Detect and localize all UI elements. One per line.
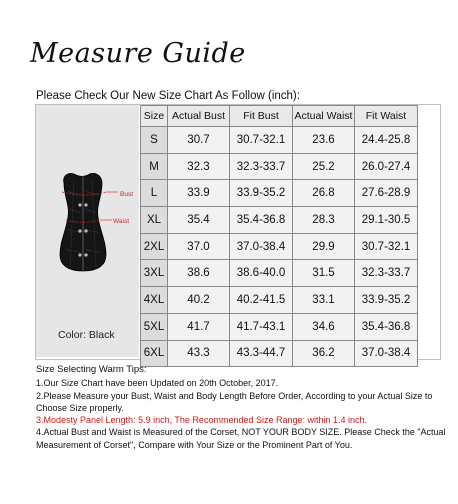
fit-bust-cell: 32.3-33.7 — [230, 153, 293, 180]
column-header-actual-waist: Actual Waist — [293, 106, 355, 127]
size-cell: 6XL — [141, 340, 168, 367]
page-title: Measure Guide — [30, 38, 246, 69]
actual-bust-cell: 32.3 — [168, 153, 230, 180]
fit-waist-cell: 35.4-36.8 — [355, 313, 418, 340]
actual-bust-cell: 33.9 — [168, 180, 230, 207]
actual-bust-cell: 41.7 — [168, 313, 230, 340]
size-cell: L — [141, 180, 168, 207]
fit-waist-cell: 24.4-25.8 — [355, 127, 418, 154]
fit-bust-cell: 33.9-35.2 — [230, 180, 293, 207]
size-cell: XL — [141, 207, 168, 234]
actual-bust-cell: 35.4 — [168, 207, 230, 234]
color-label: Color: Black — [58, 329, 115, 341]
actual-waist-cell: 23.6 — [293, 127, 355, 154]
table-row — [141, 233, 418, 260]
column-header-actual-bust: Actual Bust — [168, 106, 230, 127]
column-header-fit-bust: Fit Bust — [230, 106, 293, 127]
product-image-panel — [36, 105, 139, 357]
tip-item-highlight: 3.Modesty Panel Length: 5.9 inch, The Recommended Size Range: within 1.4 inch. — [36, 415, 368, 426]
table-row — [141, 127, 418, 154]
actual-waist-cell: 36.2 — [293, 340, 355, 367]
actual-bust-cell: 37.0 — [168, 233, 230, 260]
bust-marker-label: Bust — [120, 191, 134, 198]
table-row — [141, 313, 418, 340]
fit-bust-cell: 35.4-36.8 — [230, 207, 293, 234]
actual-bust-cell: 38.6 — [168, 260, 230, 287]
actual-waist-cell: 29.9 — [293, 233, 355, 260]
actual-waist-cell: 31.5 — [293, 260, 355, 287]
actual-waist-cell: 28.3 — [293, 207, 355, 234]
fit-waist-cell: 37.0-38.4 — [355, 340, 418, 367]
fit-bust-cell: 30.7-32.1 — [230, 127, 293, 154]
table-row — [141, 287, 418, 314]
corset-image — [36, 105, 139, 357]
size-cell: 4XL — [141, 287, 168, 314]
table-row — [141, 153, 418, 180]
fit-bust-cell: 43.3-44.7 — [230, 340, 293, 367]
actual-bust-cell: 43.3 — [168, 340, 230, 367]
warm-tips-heading: Size Selecting Warm Tips: — [36, 364, 147, 375]
actual-bust-cell: 40.2 — [168, 287, 230, 314]
fit-bust-cell: 41.7-43.1 — [230, 313, 293, 340]
fit-bust-cell: 37.0-38.4 — [230, 233, 293, 260]
size-cell: 3XL — [141, 260, 168, 287]
warm-tips-section — [36, 364, 451, 451]
tip-item: 2.Please Measure your Bust, Waist and Body Length Before Order, According to your Actual Size to Choose Size properly. — [36, 390, 433, 413]
fit-waist-cell: 27.6-28.9 — [355, 180, 418, 207]
fit-waist-cell: 33.9-35.2 — [355, 287, 418, 314]
table-row — [141, 340, 418, 367]
actual-waist-cell: 25.2 — [293, 153, 355, 180]
size-chart-table — [140, 105, 418, 367]
column-header-fit-waist: Fit Waist — [355, 106, 418, 127]
size-chart-subtitle: Please Check Our New Size Chart As Follow (inch): — [36, 90, 300, 102]
actual-waist-cell: 33.1 — [293, 287, 355, 314]
table-row — [141, 207, 418, 234]
tip-item: 1.Our Size Chart have been Updated on 20th October, 2017. — [36, 378, 279, 389]
size-cell: M — [141, 153, 168, 180]
fit-waist-cell: 26.0-27.4 — [355, 153, 418, 180]
size-cell: 5XL — [141, 313, 168, 340]
fit-waist-cell: 30.7-32.1 — [355, 233, 418, 260]
size-cell: S — [141, 127, 168, 154]
tip-item: 4.Actual Bust and Waist is Measured of the Corset, NOT YOUR BODY SIZE. Please Check the "Actual Measurement of Corset", Compare with Your Size or the Prominent Part of You. — [36, 427, 446, 450]
table-header-row — [141, 106, 418, 127]
table-row — [141, 180, 418, 207]
table-row — [141, 260, 418, 287]
fit-bust-cell: 38.6-40.0 — [230, 260, 293, 287]
actual-waist-cell: 34.6 — [293, 313, 355, 340]
column-header-size: Size — [141, 106, 168, 127]
fit-waist-cell: 29.1-30.5 — [355, 207, 418, 234]
fit-waist-cell: 32.3-33.7 — [355, 260, 418, 287]
actual-waist-cell: 26.8 — [293, 180, 355, 207]
waist-marker-label: Waist — [113, 218, 130, 225]
actual-bust-cell: 30.7 — [168, 127, 230, 154]
fit-bust-cell: 40.2-41.5 — [230, 287, 293, 314]
size-cell: 2XL — [141, 233, 168, 260]
